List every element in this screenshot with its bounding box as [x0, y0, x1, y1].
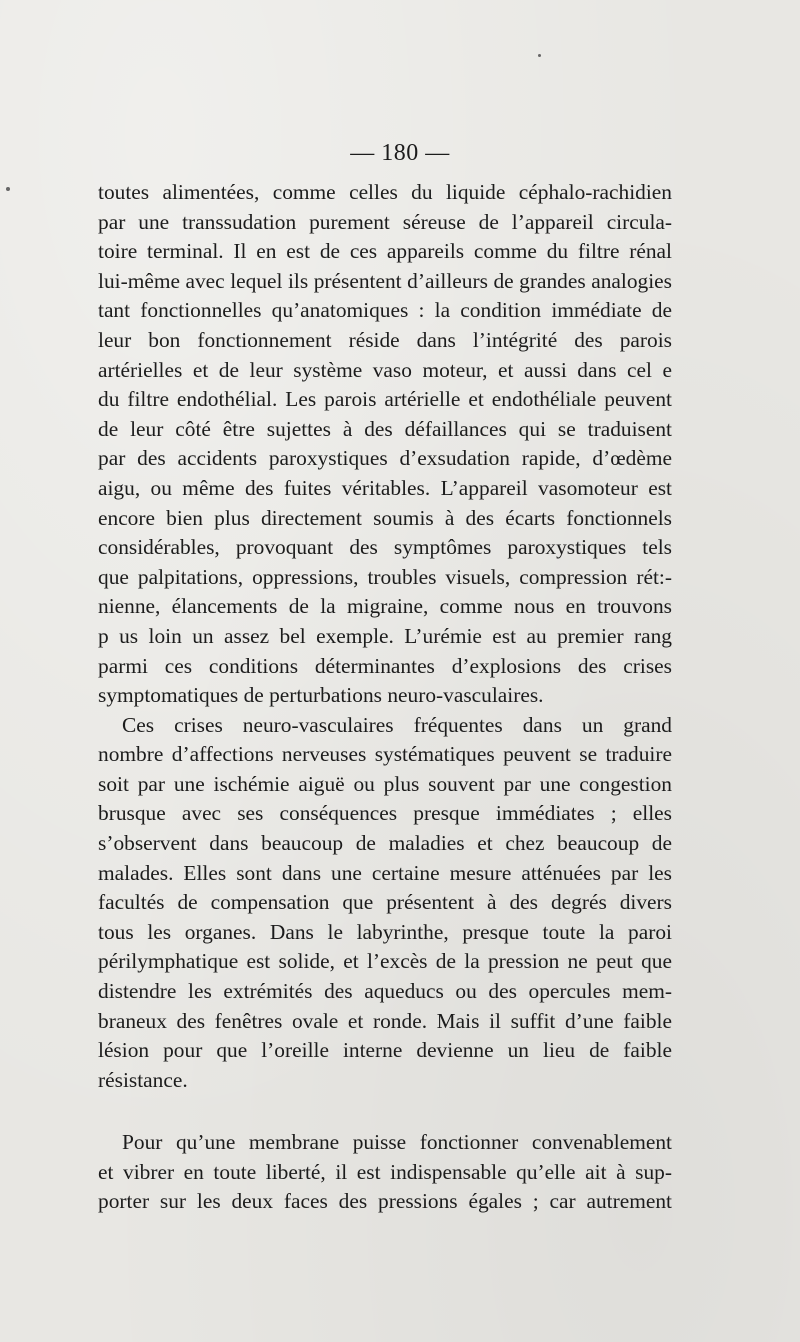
text-line: toutes alimentées, comme celles du liquide céphalo-rachidien — [98, 180, 672, 204]
ink-speck — [6, 187, 10, 191]
text-line: par une transsudation purement séreuse de l’appareil circula- — [98, 209, 672, 234]
text-line: nienne, élancements de la migraine, comme nous en trouvons — [98, 594, 672, 619]
text-line: périlymphatique est solide, et l’excès de la pression ne peut que — [98, 949, 672, 974]
text-line: brusque avec ses conséquences presque immédiates ; elles — [98, 801, 672, 826]
text-line: Ces crises neuro-vasculaires fréquentes dans un grand — [122, 712, 672, 737]
text-line: que palpitations, oppressions, troubles visuels, compression rét:- — [98, 564, 672, 589]
page-number: — 180 — — [350, 140, 450, 166]
text-line: par des accidents paroxystiques d’exsudation rapide, d’œdème — [98, 446, 672, 471]
text-line: porter sur les deux faces des pressions égales ; car autrement — [98, 1189, 672, 1214]
text-line: p us loin un assez bel exemple. L’urémie est au premier rang — [98, 623, 672, 648]
text-line: Pour qu’une membrane puisse fonctionner convenablement — [122, 1130, 672, 1154]
text-line: malades. Elles sont dans une certaine mesure atténuées par les — [98, 860, 672, 885]
text-line: résistance. — [98, 1067, 188, 1092]
text-line: considérables, provoquant des symptômes paroxystiques tels — [98, 535, 672, 560]
text-line: et vibrer en toute liberté, il est indispensable qu’elle ait à sup- — [98, 1159, 672, 1184]
text-line: toire terminal. Il en est de ces appareils comme du filtre rénal — [98, 239, 672, 264]
text-line: nombre d’affections nerveuses systématiques peuvent se traduire — [98, 742, 672, 767]
text-line: lui-même avec lequel ils présentent d’ailleurs de grandes analogies — [98, 268, 672, 293]
text-line: tous les organes. Dans le labyrinthe, presque toute la paroi — [98, 919, 672, 944]
body-text-top — [98, 178, 672, 1095]
text-line: encore bien plus directement soumis à des écarts fonctionnels — [98, 505, 672, 530]
text-line: s’observent dans beaucoup de maladies et chez beaucoup de — [98, 831, 672, 856]
text-line: symptomatiques de perturbations neuro-vasculaires. — [98, 683, 544, 708]
text-line: aigu, ou même des fuites véritables. L’appareil vasomoteur est — [98, 475, 672, 500]
text-line: parmi ces conditions déterminantes d’explosions des crises — [98, 653, 672, 678]
text-line: du filtre endothélial. Les parois artérielle et endothéliale peuvent — [98, 387, 672, 412]
text-line: soit par une ischémie aiguë ou plus souvent par une congestion — [98, 771, 672, 796]
text-line: braneux des fenêtres ovale et ronde. Mais il suffit d’une faible — [98, 1008, 672, 1033]
text-line: de leur côté être sujettes à des défaillances qui se traduisent — [98, 416, 672, 441]
text-line: leur bon fonctionnement réside dans l’intégrité des parois — [98, 327, 672, 352]
text-line: tant fonctionnelles qu’anatomiques : la condition immédiate de — [98, 298, 672, 323]
ink-speck — [538, 54, 541, 57]
text-line: lésion pour que l’oreille interne devienne un lieu de faible — [98, 1038, 672, 1063]
text-line: artérielles et de leur système vaso moteur, et aussi dans cel e — [98, 357, 672, 382]
body-text-bottom — [98, 1128, 672, 1217]
text-line: facultés de compensation que présentent à des degrés divers — [98, 890, 672, 915]
text-line: distendre les extrémités des aqueducs ou des opercules mem- — [98, 979, 672, 1004]
